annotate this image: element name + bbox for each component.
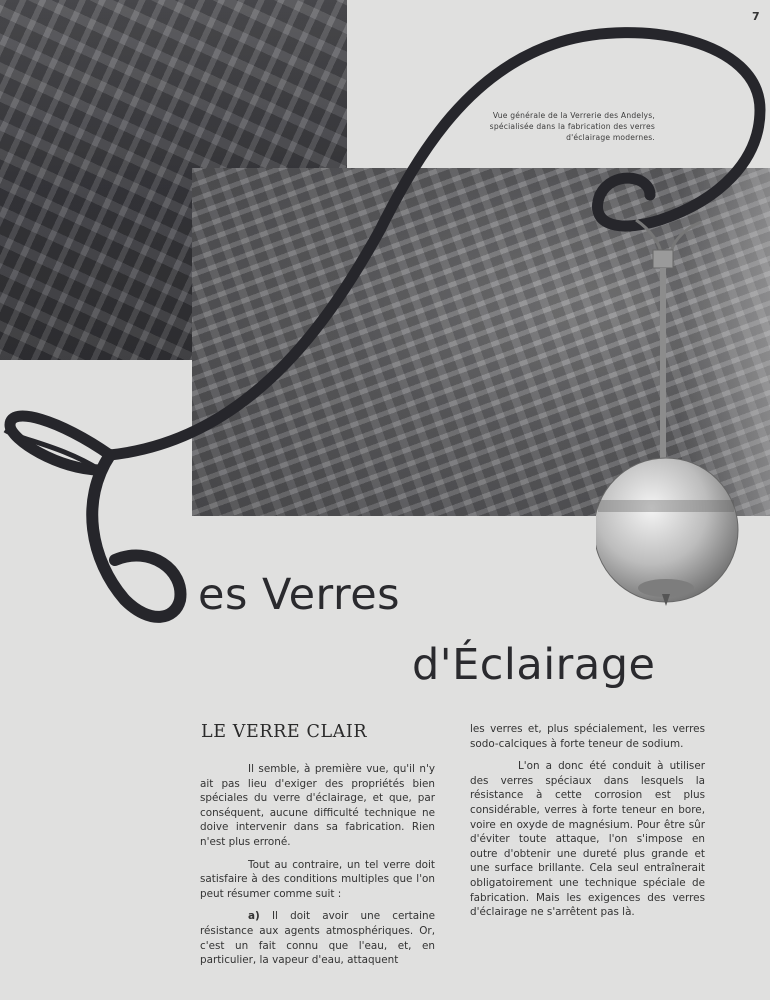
photo-caption: Vue générale de la Verrerie des Andelys, spécialisée dans la fabrication des verres d'éclairage modernes. — [489, 111, 655, 142]
paragraph: Tout au contraire, un tel verre doit satisfaire à des conditions multiples que l'on peut résumer comme suit : — [200, 858, 435, 900]
section-heading: LE VERRE CLAIR — [201, 722, 368, 742]
paragraph: L'on a donc été conduit à utiliser des verres spéciaux dans lesquels la résistance à cette corrosion est plus considérable, verres à forte teneur en bore, voire en oxyde de magnésium. Pour être sûr d'éviter toute attaque, l'on s'impose en outre d'obtenir une dureté plus grande et une surface brillante. Cela seul entraînerait obligatoirement une technique spéciale de fabrication. Mais les exigences des verres d'éclairage ne s'arrêtent pas là. — [470, 760, 705, 919]
article-title-line2: d'Éclairage — [412, 640, 656, 690]
paragraph-text: Il doit avoir une certaine résistance aux agents atmosphériques. Or, c'est un fait connu que l'eau, et, en particulier, la vapeur d'eau, attaquent — [200, 910, 435, 967]
list-marker: a) — [248, 910, 260, 923]
paragraph-list-item — [200, 909, 435, 967]
article-title-line1: es Verres — [198, 570, 401, 620]
page-number: 7 — [752, 10, 760, 23]
pendant-lamp-illustration — [596, 170, 756, 620]
left-text-column — [200, 762, 435, 976]
paragraph: Il semble, à première vue, qu'il n'y ait pas lieu d'exiger des propriétés bien spéciales du verre d'éclairage, et que, par conséquent, aucune difficulté technique ne doive intervenir dans sa fabrication. Rien n'est plus erroné. — [200, 763, 435, 848]
right-text-column — [470, 722, 705, 928]
paragraph: les verres et, plus spécialement, les verres sodo-calciques à forte teneur de sodium. — [470, 723, 705, 750]
